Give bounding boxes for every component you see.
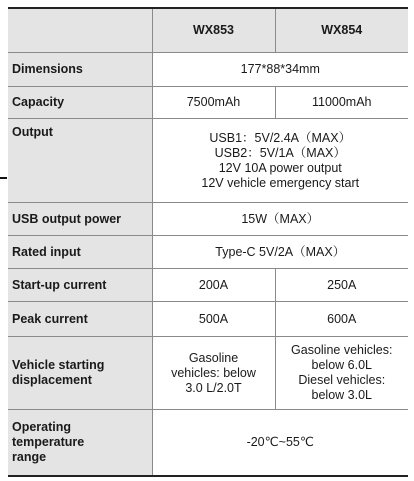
value-vehicle-starting-wx854 [275, 337, 408, 410]
label-operating-temp-line-3: range [12, 450, 47, 465]
row-usb-output-power [8, 202, 408, 236]
wx853-starting-line-3: 3.0 L/2.0T [185, 380, 242, 395]
value-capacity-wx853: 7500mAh [152, 86, 275, 119]
label-usb-output-power: USB output power [8, 202, 152, 236]
value-peak-current-wx853: 500A [152, 302, 275, 337]
value-vehicle-starting-wx853 [152, 337, 275, 410]
wx853-starting-line-2: vehicles: below [171, 365, 256, 380]
label-output: Output [8, 119, 152, 202]
output-line-12v-power: 12V 10A power output [218, 160, 342, 175]
output-line-usb1: USB1：5V/2.4A（MAX） [209, 130, 352, 145]
value-operating-temp: -20℃~55℃ [152, 410, 408, 476]
wx854-starting-line-1: Gasoline vehicles: [291, 343, 393, 358]
wx854-starting-line-2: below 6.0L [311, 358, 372, 373]
label-rated-input: Rated input [8, 236, 152, 269]
row-operating-temp [8, 410, 408, 476]
value-startup-current-wx854: 250A [275, 268, 408, 302]
label-capacity: Capacity [8, 86, 152, 119]
label-startup-current: Start-up current [8, 268, 152, 302]
row-vehicle-starting [8, 337, 408, 410]
header-row [8, 8, 408, 53]
value-peak-current-wx854: 600A [275, 302, 408, 337]
header-model-wx853: WX853 [152, 8, 275, 53]
wx853-starting-line-1: Gasoline [188, 350, 239, 365]
value-dimensions: 177*88*34mm [152, 53, 408, 87]
header-empty-cell [8, 8, 152, 53]
row-peak-current [8, 302, 408, 337]
label-operating-temp-line-2: temperature [12, 435, 85, 450]
label-peak-current: Peak current [8, 302, 152, 337]
spec-table [8, 7, 408, 477]
output-line-usb2: USB2：5V/1A（MAX） [214, 145, 346, 160]
value-rated-input: Type-C 5V/2A（MAX） [152, 236, 408, 269]
label-vehicle-starting [8, 337, 152, 410]
label-operating-temp [8, 410, 152, 476]
wx854-starting-line-3: Diesel vehicles: [298, 373, 386, 388]
row-output [8, 119, 408, 202]
label-vehicle-starting-line-2: displacement [12, 373, 92, 388]
row-dimensions [8, 53, 408, 87]
header-model-wx854: WX854 [275, 8, 408, 53]
row-startup-current [8, 268, 408, 302]
row-capacity [8, 86, 408, 119]
row-rated-input [8, 236, 408, 269]
value-output [152, 119, 408, 202]
wx854-starting-line-4: below 3.0L [311, 388, 372, 403]
side-marker-line [0, 177, 7, 179]
value-usb-output-power: 15W（MAX） [152, 202, 408, 236]
value-startup-current-wx853: 200A [152, 268, 275, 302]
value-capacity-wx854: 11000mAh [275, 86, 408, 119]
label-operating-temp-line-1: Operating [12, 420, 72, 435]
output-line-12v-start: 12V vehicle emergency start [201, 175, 360, 190]
label-dimensions: Dimensions [8, 53, 152, 87]
label-vehicle-starting-line-1: Vehicle starting [12, 358, 105, 373]
